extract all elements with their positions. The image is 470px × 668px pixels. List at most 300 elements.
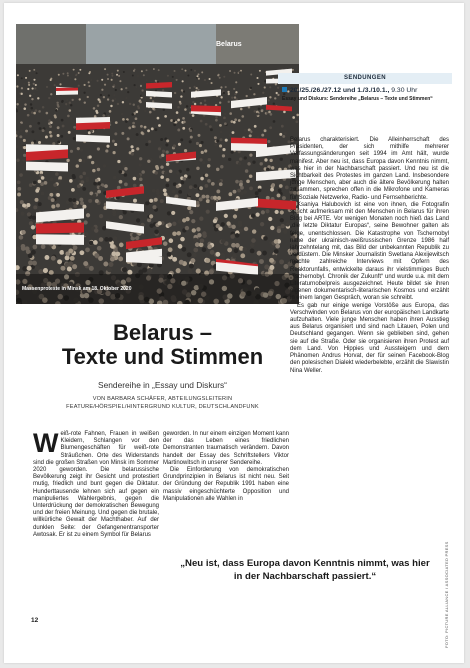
crowd-dot xyxy=(151,127,154,130)
crowd-dot xyxy=(208,158,211,161)
crowd-dot xyxy=(173,120,176,123)
crowd-dot xyxy=(16,85,18,87)
title-line-2: Texte und Stimmen xyxy=(61,344,264,369)
crowd-dot xyxy=(23,83,25,85)
crowd-dot xyxy=(195,201,199,205)
crowd-dot xyxy=(146,79,148,81)
crowd-dot xyxy=(165,184,169,188)
crowd-dot xyxy=(230,234,235,239)
crowd-dot xyxy=(183,177,187,181)
crowd-dot xyxy=(226,221,230,225)
crowd-dot xyxy=(80,148,83,151)
crowd-dot xyxy=(32,216,36,220)
crowd-dot xyxy=(38,110,41,113)
crowd-dot xyxy=(152,205,156,209)
crowd-dot xyxy=(280,218,284,222)
crowd-dot xyxy=(73,245,78,250)
crowd-dot xyxy=(95,110,98,113)
crowd-dot xyxy=(153,68,155,70)
article-column-3 xyxy=(290,137,449,375)
crowd-dot xyxy=(104,68,106,70)
subtitle: Sendereihe in „Essay und Diskurs“ xyxy=(98,380,227,390)
crowd-dot xyxy=(282,135,285,138)
crowd-dot xyxy=(17,130,20,133)
crowd-dot xyxy=(113,236,118,241)
crowd-dot xyxy=(35,198,39,202)
crowd-dot xyxy=(37,122,40,125)
crowd-dot xyxy=(221,222,225,226)
crowd-dot xyxy=(27,114,30,117)
crowd-dot xyxy=(71,99,73,101)
crowd-dot xyxy=(129,103,131,105)
crowd-dot xyxy=(61,101,63,103)
crowd-dot xyxy=(157,195,161,199)
crowd-dot xyxy=(45,136,48,139)
crowd-dot xyxy=(253,93,255,95)
crowd-dot xyxy=(262,92,264,94)
crowd-dot xyxy=(275,244,280,249)
crowd-dot xyxy=(192,101,194,103)
crowd-dot xyxy=(17,74,19,76)
crowd-dot xyxy=(150,97,152,99)
crowd-dot xyxy=(50,93,52,95)
crowd-dot xyxy=(184,149,187,152)
crowd-dot xyxy=(61,119,64,122)
crowd-dot xyxy=(224,112,227,115)
crowd-dot xyxy=(176,268,181,273)
crowd-dot xyxy=(189,87,191,89)
crowd-dot xyxy=(133,199,137,203)
crowd-dot xyxy=(166,163,169,166)
crowd-dot xyxy=(28,253,33,258)
crowd-dot xyxy=(278,189,282,193)
crowd-dot xyxy=(224,214,228,218)
crowd-dot xyxy=(36,72,38,74)
crowd-dot xyxy=(134,69,136,71)
crowd-dot xyxy=(154,171,158,175)
crowd-dot xyxy=(220,255,225,260)
crowd-dot xyxy=(19,173,23,177)
crowd-illustration xyxy=(16,24,299,304)
crowd-dot xyxy=(145,201,149,205)
crowd-dot xyxy=(220,86,222,88)
crowd-dot xyxy=(233,121,236,124)
crowd-dot xyxy=(240,70,242,72)
crowd-dot xyxy=(179,101,181,103)
crowd-dot xyxy=(172,76,174,78)
crowd-dot xyxy=(104,237,109,242)
crowd-dot xyxy=(206,82,208,84)
crowd-dot xyxy=(31,141,34,144)
crowd-dot xyxy=(33,79,35,81)
crowd-dot xyxy=(244,227,248,231)
crowd-dot xyxy=(158,147,161,150)
crowd-dot xyxy=(173,144,176,147)
crowd-dot xyxy=(277,229,281,233)
crowd-dot xyxy=(95,199,99,203)
crowd-dot xyxy=(199,197,203,201)
crowd-dot xyxy=(67,72,69,74)
crowd-dot xyxy=(38,180,42,184)
crowd-dot xyxy=(31,130,34,133)
crowd-dot xyxy=(73,137,76,140)
crowd-dot xyxy=(101,89,103,91)
crowd-dot xyxy=(84,232,88,236)
broadcast-date-list: 20./25./26./27.12 und 1./3./10.1., xyxy=(290,87,390,94)
crowd-dot xyxy=(132,125,135,128)
crowd-dot xyxy=(246,95,248,97)
crowd-dot xyxy=(89,241,94,246)
flag-stripe-white xyxy=(26,162,68,172)
crowd-dot xyxy=(114,98,116,100)
crowd-dot xyxy=(238,71,240,73)
crowd-dot xyxy=(117,70,119,72)
crowd-dot xyxy=(234,118,237,121)
crowd-dot xyxy=(124,167,127,170)
crowd-dot xyxy=(103,96,105,98)
article-column-2 xyxy=(163,431,289,503)
crowd-dot xyxy=(231,225,235,229)
crowd-dot xyxy=(79,198,83,202)
crowd-dot xyxy=(21,77,23,79)
crowd-dot xyxy=(29,95,31,97)
crowd-dot xyxy=(248,131,251,134)
crowd-dot xyxy=(141,95,143,97)
crowd-dot xyxy=(125,120,128,123)
crowd-dot xyxy=(37,70,39,72)
crowd-dot xyxy=(264,86,266,88)
crowd-dot xyxy=(251,238,256,243)
crowd-dot xyxy=(140,85,142,87)
title-line-1: Belarus – xyxy=(112,320,213,345)
crowd-dot xyxy=(243,247,248,252)
crowd-dot xyxy=(273,102,275,104)
crowd-dot xyxy=(167,252,172,257)
crowd-dot xyxy=(239,183,243,187)
crowd-dot xyxy=(118,75,120,77)
crowd-dot xyxy=(78,72,80,74)
crowd-dot xyxy=(99,214,103,218)
crowd-dot xyxy=(94,228,98,232)
crowd-dot xyxy=(229,112,232,115)
crowd-dot xyxy=(59,250,64,255)
crowd-dot xyxy=(234,93,236,95)
crowd-dot xyxy=(137,174,141,178)
crowd-dot xyxy=(219,182,223,186)
crowd-dot xyxy=(172,257,177,262)
crowd-dot xyxy=(35,189,39,193)
crowd-dot xyxy=(50,78,52,80)
crowd-dot xyxy=(172,222,176,226)
crowd-dot xyxy=(69,109,72,112)
crowd-dot xyxy=(193,238,198,243)
crowd-dot xyxy=(234,72,236,74)
crowd-dot xyxy=(48,97,50,99)
crowd-dot xyxy=(48,122,51,125)
crowd-dot xyxy=(188,192,192,196)
crowd-dot xyxy=(220,138,223,141)
crowd-dot xyxy=(220,130,223,133)
crowd-dot xyxy=(95,164,98,167)
crowd-dot xyxy=(250,249,255,254)
crowd-dot xyxy=(233,214,237,218)
crowd-dot xyxy=(19,135,22,138)
crowd-dot xyxy=(180,138,183,141)
crowd-dot xyxy=(152,100,154,102)
crowd-dot xyxy=(108,94,110,96)
crowd-dot xyxy=(260,162,263,165)
flag-stripe-white xyxy=(76,135,110,143)
crowd-dot xyxy=(119,180,123,184)
crowd-dot xyxy=(29,221,33,225)
crowd-dot xyxy=(49,131,52,134)
crowd-dot xyxy=(222,154,225,157)
crowd-dot xyxy=(71,188,75,192)
crowd-dot xyxy=(156,166,159,169)
crowd-dot xyxy=(274,249,279,254)
crowd-dot xyxy=(166,139,169,142)
crowd-dot xyxy=(178,190,182,194)
crowd-dot xyxy=(254,110,257,113)
crowd-dot xyxy=(221,239,226,244)
crowd-dot xyxy=(80,201,84,205)
crowd-dot xyxy=(207,244,212,249)
crowd-dot xyxy=(250,73,252,75)
crowd-dot xyxy=(51,256,56,261)
crowd-dot xyxy=(31,111,34,114)
crowd-dot xyxy=(196,142,199,145)
crowd-dot xyxy=(22,266,27,271)
crowd-dot xyxy=(86,179,90,183)
crowd-dot xyxy=(73,204,77,208)
crowd-dot xyxy=(177,129,180,132)
crowd-dot xyxy=(245,169,249,173)
crowd-dot xyxy=(136,111,139,114)
flag-stripe-red xyxy=(191,105,221,112)
crowd-dot xyxy=(216,168,219,171)
photo-caption: Massenproteste in Minsk am 18. Oktober 2020 xyxy=(22,286,132,292)
crowd-dot xyxy=(261,134,264,137)
crowd-dot xyxy=(136,133,139,136)
pull-quote: „Neu ist, dass Europa davon Kenntnis nimmt, was hier in der Nachbarschaft passiert.“ xyxy=(180,558,430,582)
crowd-dot xyxy=(206,210,210,214)
crowd-dot xyxy=(115,252,120,257)
crowd-dot xyxy=(275,210,279,214)
crowd-dot xyxy=(192,228,196,232)
crowd-dot xyxy=(121,113,124,116)
broadcast-series: Essay und Diskurs: Sendereihe „Belarus – Texte und Stimmen“ xyxy=(282,96,433,102)
crowd-dot xyxy=(205,123,208,126)
crowd-dot xyxy=(79,250,84,255)
crowd-dot xyxy=(28,109,31,112)
crowd-dot xyxy=(92,194,96,198)
crowd-dot xyxy=(205,173,209,177)
crowd-dot xyxy=(144,110,147,113)
crowd-dot xyxy=(52,142,55,145)
crowd-dot xyxy=(19,105,21,107)
crowd-dot xyxy=(37,97,39,99)
crowd-dot xyxy=(257,251,262,256)
crowd-dot xyxy=(277,193,281,197)
crowd-dot xyxy=(55,109,58,112)
crowd-dot xyxy=(258,108,261,111)
crowd-dot xyxy=(84,84,86,86)
crowd-dot xyxy=(231,97,233,99)
crowd-dot xyxy=(139,157,142,160)
crowd-dot xyxy=(256,77,258,79)
crowd-dot xyxy=(97,80,99,82)
crowd-dot xyxy=(106,145,109,148)
crowd-dot xyxy=(58,179,62,183)
crowd-dot xyxy=(166,178,170,182)
crowd-dot xyxy=(39,127,42,130)
crowd-dot xyxy=(187,252,192,257)
crowd-dot xyxy=(249,134,252,137)
crowd-dot xyxy=(207,164,210,167)
crowd-dot xyxy=(147,160,150,163)
crowd-dot xyxy=(114,143,117,146)
crowd-dot xyxy=(29,70,31,72)
crowd-dot xyxy=(59,83,61,85)
crowd-dot xyxy=(270,226,274,230)
crowd-dot xyxy=(216,140,219,143)
crowd-dot xyxy=(43,268,48,273)
crowd-dot xyxy=(228,93,230,95)
crowd-dot xyxy=(29,125,32,128)
crowd-dot xyxy=(140,125,143,128)
crowd-dot xyxy=(152,189,156,193)
crowd-dot xyxy=(17,193,21,197)
crowd-dot xyxy=(210,250,215,255)
crowd-dot xyxy=(132,233,137,238)
crowd-dot xyxy=(20,212,24,216)
crowd-dot xyxy=(225,139,228,142)
crowd-dot xyxy=(269,159,272,162)
crowd-dot xyxy=(99,186,103,190)
crowd-dot xyxy=(216,190,220,194)
crowd-dot xyxy=(128,126,131,129)
crowd-dot xyxy=(24,87,26,89)
crowd-dot xyxy=(132,122,135,125)
crowd-dot xyxy=(20,200,24,204)
crowd-dot xyxy=(135,117,138,120)
crowd-dot xyxy=(72,264,77,269)
crowd-dot xyxy=(104,184,108,188)
crowd-dot xyxy=(213,196,217,200)
crowd-dot xyxy=(177,231,181,235)
crowd-dot xyxy=(51,205,55,209)
crowd-dot xyxy=(177,219,181,223)
crowd-dot xyxy=(85,247,90,252)
crowd-dot xyxy=(183,121,186,124)
crowd-dot xyxy=(124,173,128,177)
crowd-dot xyxy=(292,69,294,71)
crowd-dot xyxy=(215,116,218,119)
crowd-dot xyxy=(111,75,113,77)
crowd-dot xyxy=(199,158,202,161)
crowd-dot xyxy=(181,89,183,91)
crowd-dot xyxy=(284,132,287,135)
crowd-dot xyxy=(130,145,133,148)
crowd-dot xyxy=(219,77,221,79)
flag-stripe-white xyxy=(56,91,78,96)
crowd-dot xyxy=(57,134,60,137)
crowd-dot xyxy=(117,160,120,163)
crowd-dot xyxy=(24,103,26,105)
crowd-dot xyxy=(50,134,53,137)
crowd-dot xyxy=(217,196,221,200)
crowd-dot xyxy=(133,177,137,181)
crowd-dot xyxy=(179,260,184,265)
crowd-dot xyxy=(112,99,114,101)
crowd-dot xyxy=(176,184,180,188)
crowd-dot xyxy=(232,131,235,134)
crowd-dot xyxy=(83,92,85,94)
crowd-dot xyxy=(167,223,171,227)
crowd-dot xyxy=(182,218,186,222)
crowd-dot xyxy=(31,225,35,229)
crowd-dot xyxy=(250,87,252,89)
crowd-dot xyxy=(198,78,200,80)
crowd-dot xyxy=(234,96,236,98)
crowd-dot xyxy=(274,239,279,244)
crowd-dot xyxy=(219,124,222,127)
crowd-dot xyxy=(174,92,176,94)
crowd-dot xyxy=(238,119,241,122)
crowd-dot xyxy=(273,120,276,123)
crowd-dot xyxy=(173,123,176,126)
crowd-dot xyxy=(269,96,271,98)
crowd-dot xyxy=(79,175,83,179)
crowd-dot xyxy=(200,102,202,104)
crowd-dot xyxy=(189,263,194,268)
crowd-dot xyxy=(189,129,192,132)
crowd-dot xyxy=(231,151,234,154)
crowd-dot xyxy=(110,244,115,249)
crowd-dot xyxy=(282,196,286,200)
crowd-dot xyxy=(233,88,235,90)
crowd-dot xyxy=(25,132,28,135)
crowd-dot xyxy=(249,174,253,178)
crowd-dot xyxy=(27,266,32,271)
crowd-dot xyxy=(223,92,225,94)
crowd-dot xyxy=(281,125,284,128)
crowd-dot xyxy=(83,220,87,224)
crowd-dot xyxy=(133,104,135,106)
crowd-dot xyxy=(191,219,195,223)
crowd-dot xyxy=(145,143,148,146)
crowd-dot xyxy=(41,192,45,196)
crowd-dot xyxy=(183,90,185,92)
crowd-dot xyxy=(94,115,97,118)
crowd-dot xyxy=(156,189,160,193)
crowd-dot xyxy=(204,79,206,81)
paragraph xyxy=(33,428,159,539)
crowd-dot xyxy=(110,257,115,262)
crowd-dot xyxy=(101,79,103,81)
crowd-dot xyxy=(147,268,152,273)
crowd-dot xyxy=(163,241,168,246)
crowd-dot xyxy=(121,88,123,90)
crowd-dot xyxy=(149,214,153,218)
crowd-dot xyxy=(33,93,35,95)
crowd-dot xyxy=(168,247,173,252)
crowd-dot xyxy=(254,125,257,128)
crowd-dot xyxy=(279,184,283,188)
crowd-dot xyxy=(279,259,284,264)
crowd-dot xyxy=(158,69,160,71)
photo-label: Belarus xyxy=(216,41,242,48)
